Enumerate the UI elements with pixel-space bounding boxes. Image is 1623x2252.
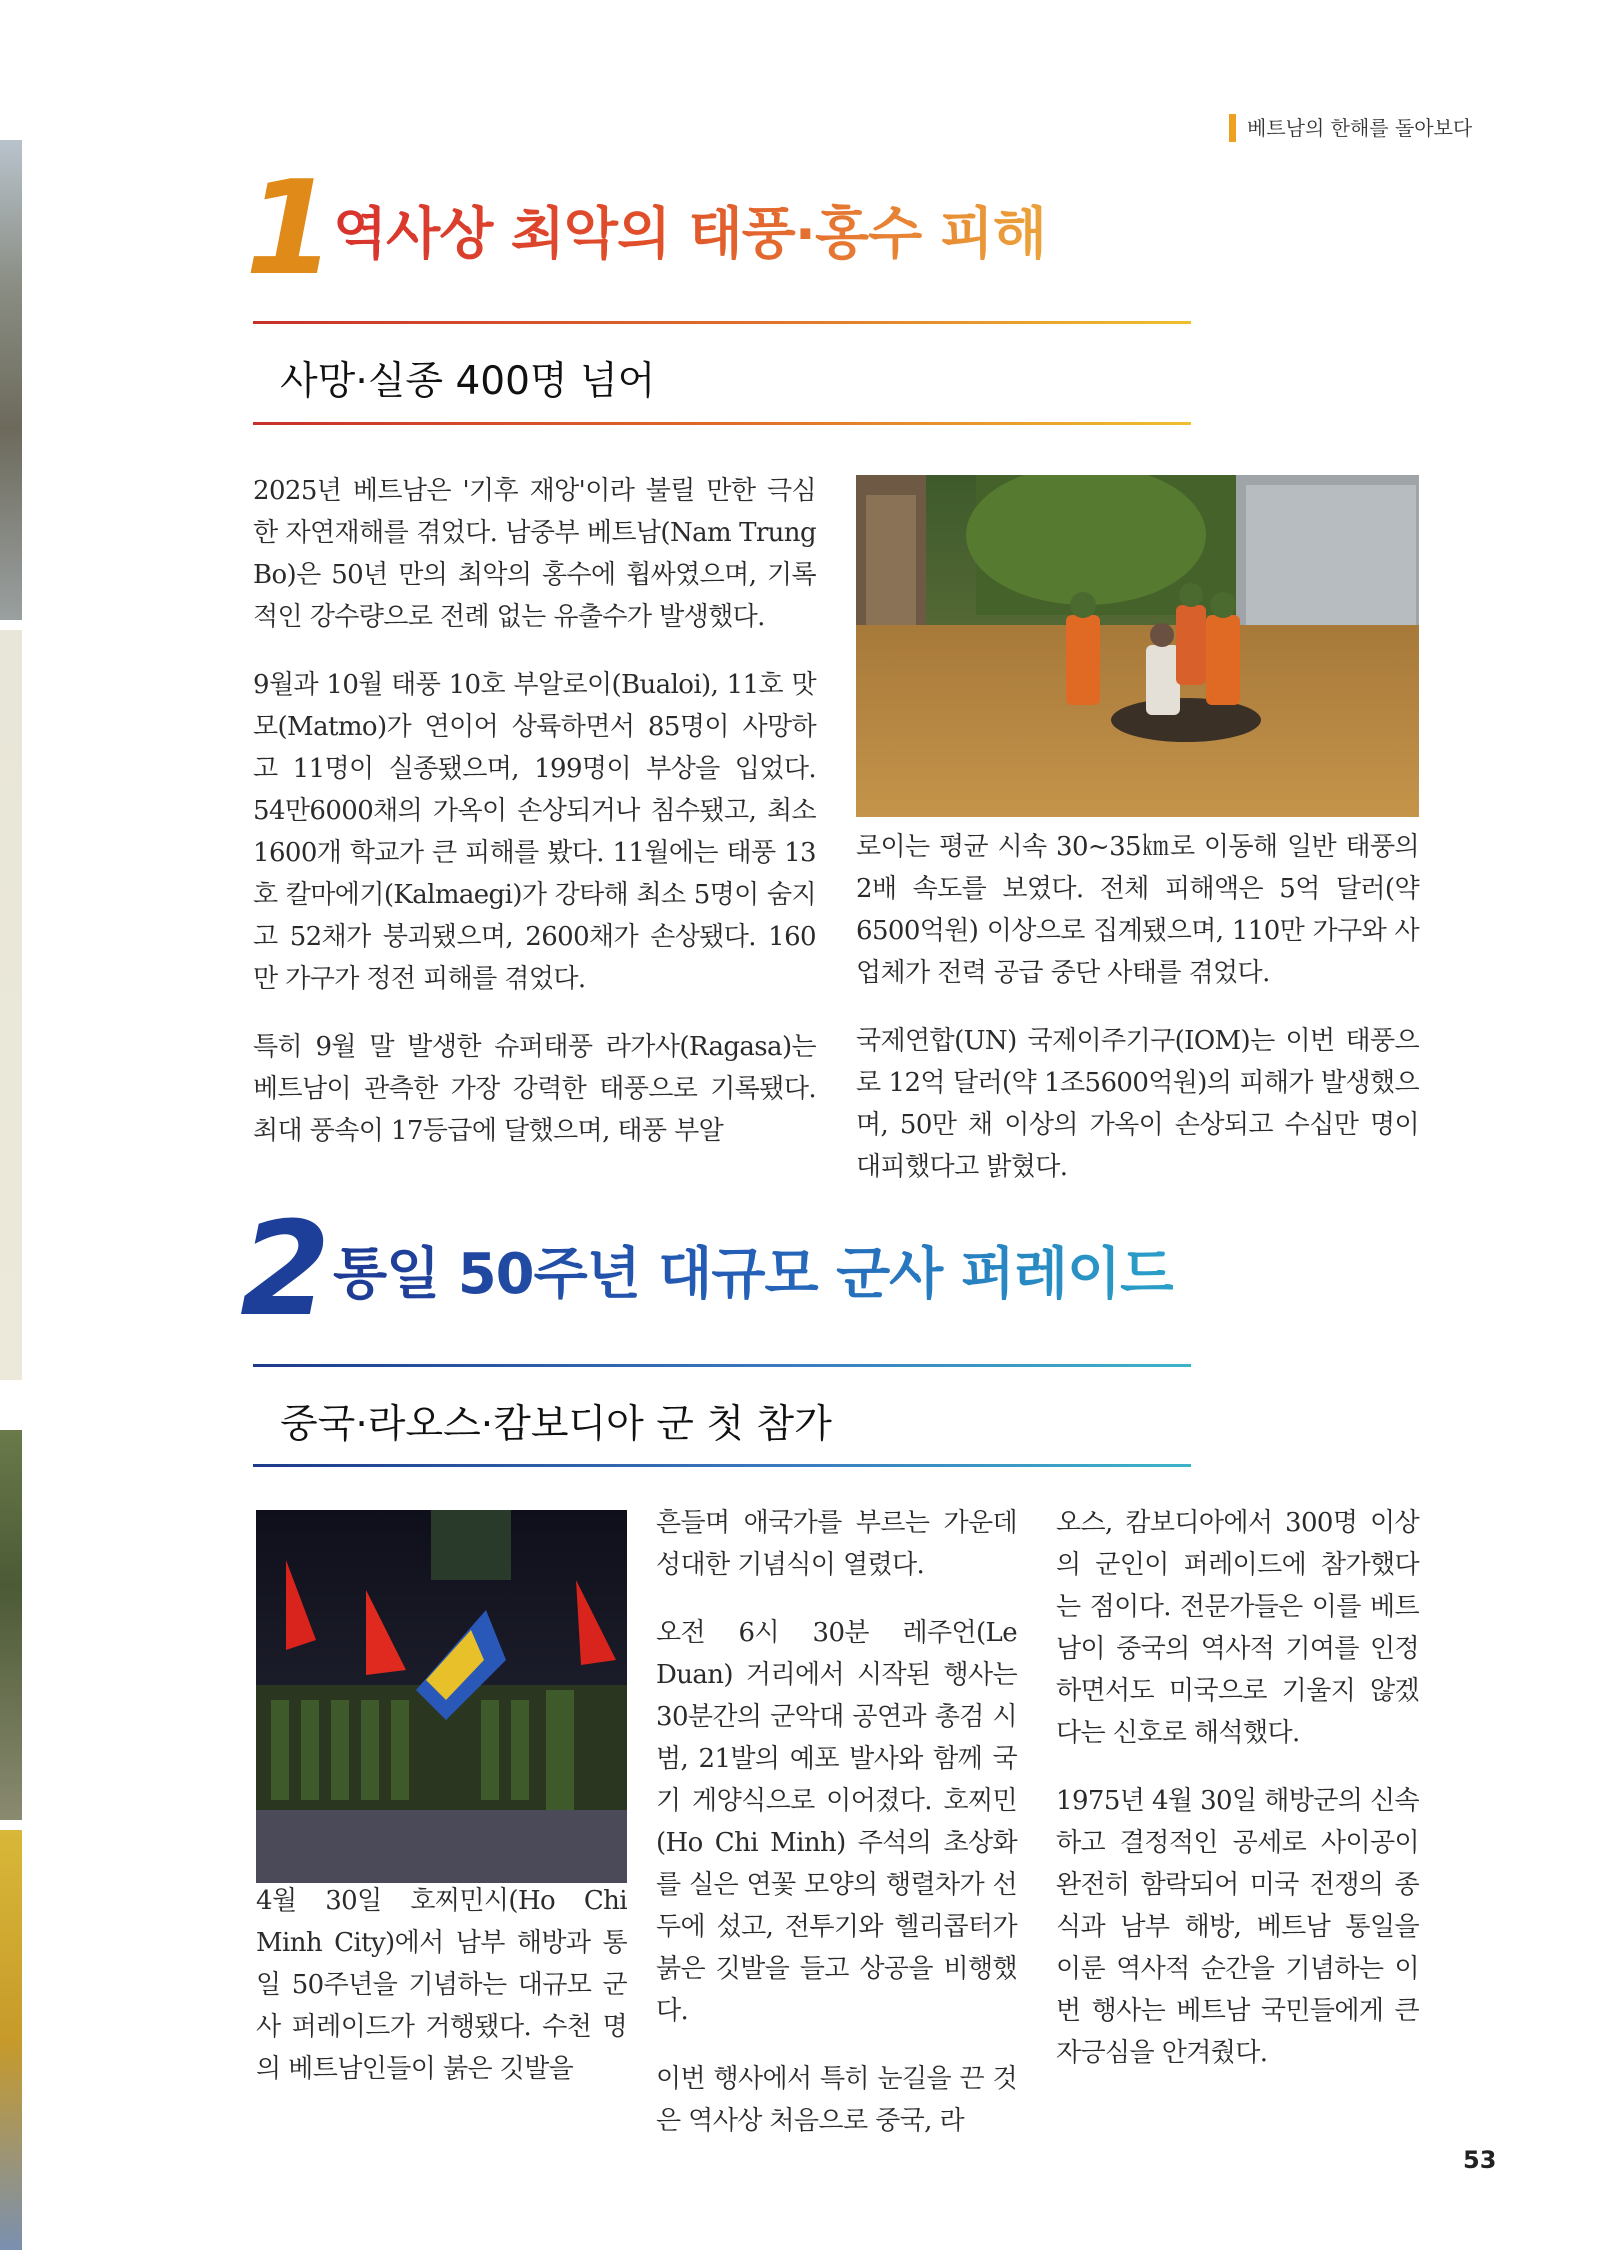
section1-number: 1 xyxy=(245,152,332,304)
flood-rescue-illustration xyxy=(856,475,1419,817)
section2-top-rule xyxy=(253,1364,1191,1367)
section2-column-3 xyxy=(1056,1502,1419,2100)
section1-subtitle: 사망·실종 400명 넘어 xyxy=(280,359,656,404)
running-header: 베트남의 한해를 돌아보다 xyxy=(1247,116,1473,140)
paragraph: 이번 행사에서 특히 눈길을 끈 것은 역사상 처음으로 중국, 라 xyxy=(656,2064,1017,2136)
section1-top-rule xyxy=(253,321,1191,324)
section1-title: 역사상 최악의 태풍·홍수 피해 xyxy=(333,202,1046,267)
section2-title: 통일 50주년 대규모 군사 퍼레이드 xyxy=(333,1242,1174,1307)
edge-strip-lower xyxy=(0,1430,22,1820)
section2-column-1 xyxy=(256,1880,627,2116)
paragraph: 오스, 캄보디아에서 300명 이상의 군인이 퍼레이드에 참가했다는 점이다. 전문가들은 이를 베트남이 중국의 역사적 기여를 인정하면서도 미국으로 기울지 않겠다는 신호로 해석했다. xyxy=(1056,1508,1419,1748)
paragraph: 2025년 베트남은 '기후 재앙'이라 불릴 만한 극심한 자연재해를 겪었다. 남중부 베트남(Nam Trung Bo)은 50년 만의 최악의 홍수에 휩싸였으며, 기록적인 강수량으로 전례 없는 유출수가 발생했다. xyxy=(253,476,816,632)
paragraph: 1975년 4월 30일 해방군의 신속하고 결정적인 공세로 사이공이 완전히 함락되어 미국 전쟁의 종식과 남부 해방, 베트남 통일을 이룬 역사적 순간을 기념하는 이번 행사는 베트남 국민들에게 큰 자긍심을 안겨줬다. xyxy=(1056,1786,1419,2068)
section1-bottom-rule xyxy=(253,422,1191,425)
paragraph: 9월과 10월 태풍 10호 부알로이(Bualoi), 11호 맛모(Matmo)가 연이어 상륙하면서 85명이 사망하고 11명이 실종됐으며, 199명이 부상을 입었다. 54만6000채의 가옥이 손상되거나 침수됐고, 최소 1600개 학교가 큰 피해를 봤다. 11월에는 태풍 13호 칼마에기(Kalmaegi)가 강타해 최소 5명이 숨지고 52채가 붕괴됐으며, 2600채가 손상됐다. 160만 가구가 정전 피해를 겪었다. xyxy=(253,670,816,994)
paragraph: 로이는 평균 시속 30~35㎞로 이동해 일반 태풍의 2배 속도를 보였다. 전체 피해액은 5억 달러(약 6500억원) 이상으로 집계됐으며, 110만 가구와 사업체가 전력 공급 중단 사태를 겪었다. xyxy=(856,832,1419,988)
edge-strip-middle xyxy=(0,630,22,1380)
flood-rescue-photo xyxy=(856,475,1419,817)
military-parade-photo xyxy=(256,1510,627,1883)
edge-strip-top xyxy=(0,140,22,620)
edge-strip-bottom xyxy=(0,1830,22,2250)
section1-left-column xyxy=(253,470,816,1178)
section2-number: 2 xyxy=(240,1193,327,1345)
military-parade-illustration xyxy=(256,1510,627,1883)
paragraph: 오전 6시 30분 레주언(Le Duan) 거리에서 시작된 행사는 30분간의 군악대 공연과 총검 시범, 21발의 예포 발사와 함께 국기 게양식으로 이어졌다. 호찌민(Ho Chi Minh) 주석의 초상화를 실은 연꽃 모양의 행렬차가 선두에 섰고, 전투기와 헬리콥터가 붉은 깃발을 들고 상공을 비행했다. xyxy=(656,1618,1017,2026)
section2-bottom-rule xyxy=(253,1464,1191,1467)
paragraph: 특히 9월 말 발생한 슈퍼태풍 라가사(Ragasa)는 베트남이 관측한 가장 강력한 태풍으로 기록됐다. 최대 풍속이 17등급에 달했으며, 태풍 부알 xyxy=(253,1032,816,1146)
section2-column-2 xyxy=(656,1502,1017,2168)
page-number: 53 xyxy=(1463,2146,1497,2174)
paragraph: 흔들며 애국가를 부르는 가운데 성대한 기념식이 열렸다. xyxy=(656,1508,1017,1580)
paragraph: 국제연합(UN) 국제이주기구(IOM)는 이번 태풍으로 12억 달러(약 1조5600억원)의 피해가 발생했으며, 50만 채 이상의 가옥이 손상되고 수십만 명이 대피했다고 밝혔다. xyxy=(856,1026,1419,1182)
running-header-bar xyxy=(1229,114,1236,142)
paragraph: 4월 30일 호찌민시(Ho Chi Minh City)에서 남부 해방과 통일 50주년을 기념하는 대규모 군사 퍼레이드가 거행됐다. 수천 명의 베트남인들이 붉은 깃발을 xyxy=(256,1886,627,2084)
section1-right-column xyxy=(856,826,1419,1214)
section2-subtitle: 중국·라오스·캄보디아 군 첫 참가 xyxy=(280,1402,832,1447)
